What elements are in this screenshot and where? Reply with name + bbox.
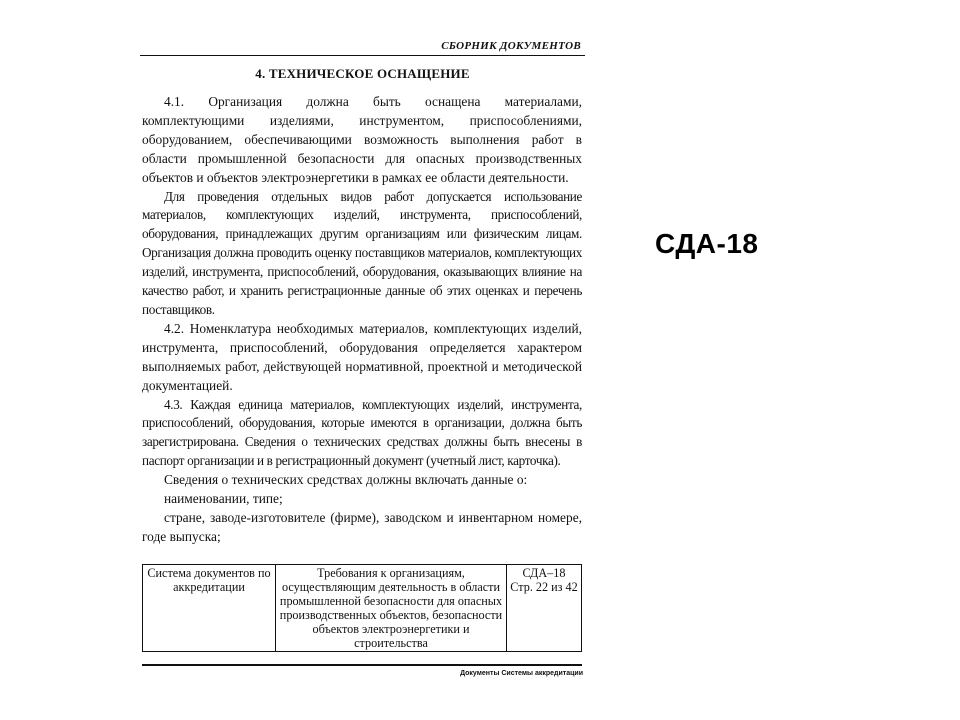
- paragraph-info-origin: стране, заводе-изготовителе (фирме), заводском и инвентарном номере, годе выпуска;: [142, 509, 582, 544]
- footer-note: Документы Системы аккредитации: [460, 670, 583, 677]
- footer-title-cell: Требования к организациям, осуществляющим деятельность в области промышленной безопасности для опасных производственных объектов, безопасности объектов электроэнергетики и строительства: [276, 565, 507, 652]
- paragraph-4-2: 4.2. Номенклатура необходимых материалов, комплектующих изделий, инструмента, приспособлений, оборудования определяется характером выполняемых работ, действующей нормативной, проектной и методической документацией.: [142, 320, 582, 393]
- footer-doc-code: СДА–18: [522, 566, 566, 580]
- document-footer-table: [142, 564, 582, 652]
- paragraph-info-intro: Сведения о технических средствах должны включать данные о:: [164, 472, 528, 488]
- paragraph-4-1: 4.1. Организация должна быть оснащена материалами, комплектующими изделиями, инструментом, приспособлениями, оборудованием, обеспечивающими возможность выполнения работ в области промышленной безопасности для опасных производственных объектов и объектов электроэнергетики в рамках ее области деятельности.: [142, 94, 582, 185]
- body-text: [142, 93, 582, 547]
- section-title: 4. ТЕХНИЧЕСКОЕ ОСНАЩЕНИЕ: [255, 66, 470, 81]
- paragraph-4-3: 4.3. Каждая единица материалов, комплектующих изделий, инструмента, приспособлений, оборудования, которые имеются в организации, должна быть зарегистрирована. Сведения о технических средствах должны быть внесены в паспорт организации и в регистрационный документ (учетный лист, карточка).: [142, 396, 582, 469]
- bottom-rule: [142, 664, 582, 666]
- side-label: СДА-18: [655, 228, 759, 259]
- running-head: СБОРНИК ДОКУМЕНТОВ: [140, 36, 585, 56]
- footer-system-cell: Система документов по аккредитации: [143, 565, 276, 652]
- footer-code-cell: [507, 565, 582, 652]
- paragraph-suppliers: Для проведения отдельных видов работ допускается использование материалов, комплектующих изделий, инструмента, приспособлений, оборудования, принадлежащих другим организациям или физическим лицам. Организация должна проводить оценку поставщиков материалов, комплектующих изделий, инструмента, приспособлений, оборудования, оказывающих влияние на качество работ, и хранить регистрационные данные об этих оценках и перечень поставщиков.: [142, 188, 582, 317]
- footer-page-number: Стр. 22 из 42: [510, 580, 578, 594]
- paragraph-info-name: наименовании, типе;: [164, 491, 283, 507]
